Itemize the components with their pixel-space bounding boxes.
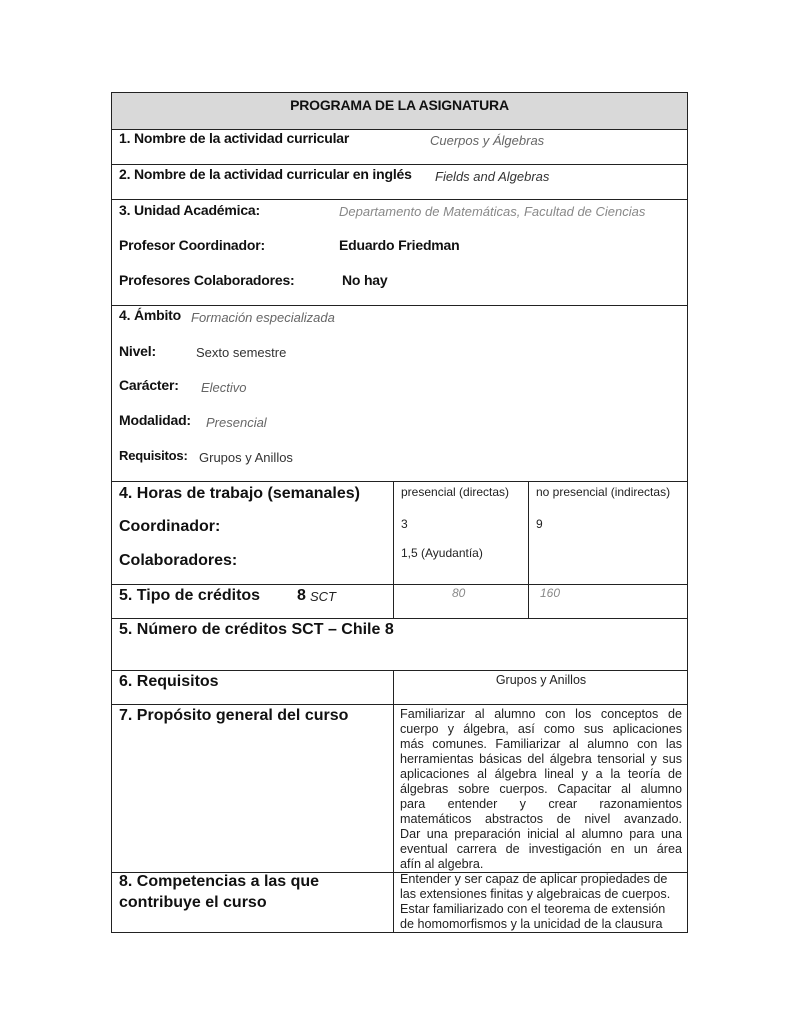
row-competencias xyxy=(111,872,688,933)
horas-coord-no-presencial: 9 xyxy=(536,517,543,531)
colaboradores-value: No hay xyxy=(342,272,388,288)
colaboradores-label: Profesores Colaboradores: xyxy=(119,272,295,288)
horas-colaboradores-label: Colaboradores: xyxy=(119,552,238,569)
row-horas xyxy=(111,481,688,584)
horas-no-presencial-header: no presencial (indirectas) xyxy=(536,485,671,499)
tipo-no-presencial: 160 xyxy=(540,586,561,600)
ambito-label: 4. Ámbito xyxy=(119,307,181,323)
title-row xyxy=(111,92,688,129)
horas-label: 4. Horas de trabajo (semanales) xyxy=(119,485,360,502)
unidad-value: Departamento de Matemáticas, Facultad de Ciencias xyxy=(339,204,646,219)
prop-label: 7. Propósito general del curso xyxy=(119,707,349,724)
comp-line: de homomorfismos y la unicidad de la clausura xyxy=(400,917,663,931)
req-value: Grupos y Anillos xyxy=(495,673,587,687)
prop-text xyxy=(400,707,682,872)
row-proposito xyxy=(111,704,688,872)
prop-line: eventual carrera de investigación en un área xyxy=(400,842,682,856)
horas-colab-presencial: 1,5 (Ayudantía) xyxy=(401,546,483,560)
row-unidad xyxy=(111,199,688,305)
caracter-value: Electivo xyxy=(201,380,247,395)
row-tipo-creditos xyxy=(111,584,688,618)
horas-divider-2 xyxy=(528,482,529,584)
tipo-divider-2 xyxy=(528,585,529,618)
comp-divider xyxy=(393,873,394,932)
prop-line: para entender y crear razonamientos xyxy=(400,797,682,811)
comp-text xyxy=(400,872,682,932)
tipo-label: 5. Tipo de créditos xyxy=(119,587,261,604)
nombre-ingles-value: Fields and Algebras xyxy=(435,169,550,184)
prop-line: afín al algebra. xyxy=(400,857,484,871)
prop-line: Dar una preparación inicial al alumno para una xyxy=(400,827,682,841)
modalidad-value: Presencial xyxy=(206,415,267,430)
prop-line: más comunes. Familiarizar al alumno con las xyxy=(400,737,682,751)
horas-divider-1 xyxy=(393,482,394,584)
prop-line: herramientas básicas del álgebra tensorial y sus xyxy=(400,752,682,766)
unidad-label: 3. Unidad Académica: xyxy=(119,202,260,218)
nivel-value: Sexto semestre xyxy=(196,345,287,360)
prop-divider xyxy=(393,705,394,872)
tipo-unit: SCT xyxy=(310,589,336,604)
tipo-divider-1 xyxy=(393,585,394,618)
modalidad-label: Modalidad: xyxy=(119,412,191,428)
requisitos-value: Grupos y Anillos xyxy=(199,450,293,465)
numero-label: 5. Número de créditos SCT – Chile 8 xyxy=(119,621,394,638)
prop-line: Familiarizar al alumno con los conceptos de xyxy=(400,707,682,721)
prop-line: álgebras sobre cuerpos. Capacitar al alumno xyxy=(400,782,682,796)
page-title: PROGRAMA DE LA ASIGNATURA xyxy=(290,97,509,113)
caracter-label: Carácter: xyxy=(119,377,179,393)
comp-label-line1: 8. Competencias a las que xyxy=(119,873,320,890)
comp-line: Entender y ser capaz de aplicar propiedades de xyxy=(400,872,668,886)
nivel-label: Nivel: xyxy=(119,343,156,359)
comp-label-line2: contribuye el curso xyxy=(119,894,267,911)
tipo-presencial: 80 xyxy=(452,586,466,600)
coordinador-value: Eduardo Friedman xyxy=(339,237,460,253)
comp-line: las extensiones finitas y algebraicas de cuerpos. xyxy=(400,887,671,901)
horas-coord-presencial: 3 xyxy=(401,517,408,531)
tipo-value: 8 xyxy=(297,587,306,604)
nombre-value: Cuerpos y Álgebras xyxy=(430,133,545,148)
nombre-label: 1. Nombre de la actividad curricular xyxy=(119,130,350,146)
comp-line: Estar familiarizado con el teorema de extensión xyxy=(400,902,666,916)
row-numero-creditos xyxy=(111,618,688,670)
row-nombre xyxy=(111,129,688,164)
prop-line: cuerpo y álgebra, así como sus aplicaciones xyxy=(400,722,682,736)
horas-presencial-header: presencial (directas) xyxy=(401,485,510,499)
row-nombre-ingles xyxy=(111,164,688,199)
requisitos-label: Requisitos: xyxy=(119,448,188,463)
coordinador-label: Profesor Coordinador: xyxy=(119,237,265,253)
horas-coordinador-label: Coordinador: xyxy=(119,518,221,535)
ambito-value: Formación especializada xyxy=(191,310,335,325)
prop-line: matemáticos abstractos de nivel avanzado. xyxy=(400,812,682,826)
nombre-ingles-label: 2. Nombre de la actividad curricular en inglés xyxy=(119,166,412,182)
row-ambito xyxy=(111,305,688,481)
prop-line: aplicaciones al álgebra lineal y a la teoría de xyxy=(400,767,682,781)
req-label: 6. Requisitos xyxy=(119,673,219,690)
row-requisitos xyxy=(111,670,688,704)
